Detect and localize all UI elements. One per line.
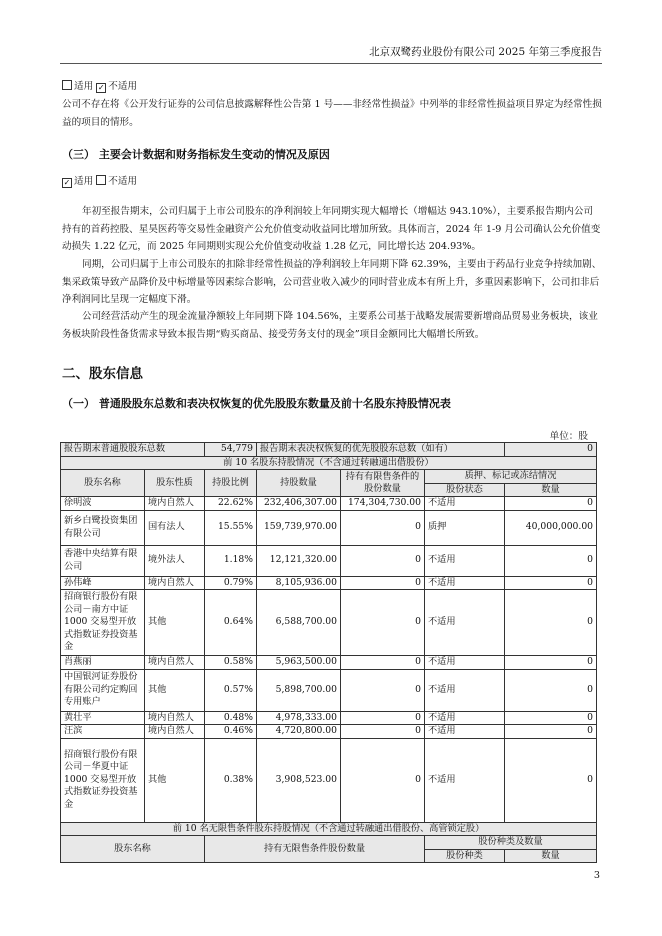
shareholder-nature: 境内自然人 xyxy=(145,711,205,725)
shareholder-ratio: 0.57% xyxy=(205,669,257,711)
shareholder-qty: 3,908,523.00 xyxy=(257,738,341,822)
applicable-option: 适用 xyxy=(74,81,94,92)
shareholder-qty: 8,105,936.00 xyxy=(257,576,341,590)
shareholder-name: 徐明波 xyxy=(61,497,145,511)
shareholder-restricted: 0 xyxy=(341,590,425,656)
share-state: 不适用 xyxy=(425,590,505,656)
share-state: 不适用 xyxy=(425,576,505,590)
shareholder-name: 香港中央结算有限公司 xyxy=(61,545,145,576)
unrestricted-header-type: 股份种类 xyxy=(425,849,505,863)
table-row xyxy=(61,576,597,590)
table-row xyxy=(61,656,597,670)
not-applicable-option: 不适用 xyxy=(108,176,138,187)
checkbox-checked-icon[interactable]: ✓ xyxy=(63,178,71,187)
share-amount: 0 xyxy=(505,576,597,590)
shareholder-name: 招商银行股份有限公司－南方中证 1000 交易型开放式指数证券投资基金 xyxy=(61,590,145,656)
header-qty: 持股数量 xyxy=(257,470,341,497)
header-state: 股份状态 xyxy=(425,483,505,497)
shareholder-ratio: 0.46% xyxy=(205,725,257,739)
total-holders-label: 报告期末普通股股东总数 xyxy=(61,443,205,457)
shareholder-restricted: 0 xyxy=(341,656,425,670)
shareholder-qty: 12,121,320.00 xyxy=(257,545,341,576)
shareholder-qty: 5,963,500.00 xyxy=(257,656,341,670)
shareholder-name: 新乡白鹭投资集团有限公司 xyxy=(61,510,145,545)
table-row xyxy=(61,590,597,656)
share-amount: 0 xyxy=(505,725,597,739)
shareholder-restricted: 0 xyxy=(341,669,425,711)
share-amount: 0 xyxy=(505,545,597,576)
shareholder-ratio: 0.79% xyxy=(205,576,257,590)
shareholder-nature: 国有法人 xyxy=(145,510,205,545)
shareholder-qty: 5,898,700.00 xyxy=(257,669,341,711)
share-state: 不适用 xyxy=(425,711,505,725)
shareholder-ratio: 22.62% xyxy=(205,497,257,511)
subsection-title-shareholder-table: （一） 普通股股东总数和表决权恢复的优先股股东数量及前十名股东持股情况表 xyxy=(62,397,451,410)
unrestricted-header-qty: 持有无限售条件股份数量 xyxy=(205,836,425,863)
unrestricted-title: 前 10 名无限售条件股东持股情况（不含通过转融通出借股份、高管锁定股） xyxy=(61,822,597,836)
header-amount: 数量 xyxy=(505,483,597,497)
shareholder-ratio: 0.64% xyxy=(205,590,257,656)
share-state: 不适用 xyxy=(425,497,505,511)
checkbox-unchecked-icon[interactable] xyxy=(62,80,72,90)
checkbox-checked-icon[interactable]: ✓ xyxy=(97,83,105,92)
table-row xyxy=(61,497,597,511)
page-header: 北京双鹭药业股份有限公司 2025 年第三季度报告 xyxy=(60,44,602,64)
top10-title: 前 10 名股东持股情况（不含通过转融通出借股份） xyxy=(61,456,597,470)
deducted-profit-paragraph: 同期，公司归属于上市公司股东的扣除非经常性损益的净利润较上年同期下降 62.39%，主要由于药品行业竞争持续加剧、集采政策导致产品降价及中标增量等因素综合影响，公司营业收入减少的同时营业成本有所上升，多重因素影响下，公司扣非后净利润同比呈现一定幅度下滑。 xyxy=(62,259,602,305)
table-row xyxy=(61,510,597,545)
table-row xyxy=(61,711,597,725)
applicability-1 xyxy=(62,78,602,96)
unrestricted-header-name: 股东名称 xyxy=(61,836,205,863)
share-state: 不适用 xyxy=(425,738,505,822)
header-pledge: 质押、标记或冻结情况 xyxy=(425,470,597,484)
shareholder-nature: 境内自然人 xyxy=(145,725,205,739)
share-state: 不适用 xyxy=(425,669,505,711)
preferred-holders-value: 0 xyxy=(505,443,597,457)
shareholder-restricted: 0 xyxy=(341,576,425,590)
share-amount: 0 xyxy=(505,590,597,656)
shareholder-restricted: 0 xyxy=(341,738,425,822)
unit-label: 单位：股 xyxy=(549,431,588,442)
shareholder-qty: 4,720,800.00 xyxy=(257,725,341,739)
shareholder-restricted: 174,304,730.00 xyxy=(341,497,425,511)
checkbox-unchecked-icon[interactable] xyxy=(96,175,106,185)
shareholder-ratio: 0.38% xyxy=(205,738,257,822)
shareholder-name: 汪滨 xyxy=(61,725,145,739)
shareholder-restricted: 0 xyxy=(341,711,425,725)
table-row xyxy=(61,725,597,739)
net-profit-paragraph: 年初至报告期末，公司归属于上市公司股东的净利润较上年同期实现大幅增长（增幅达 943.10%），主要系报告期内公司持有的首药控股、星昊医药等交易性金融资产公允价值变动收益同比增加所致。具体而言，2024 年 1-9 月公司确认公允价值变动损失 1.22 亿元，而 2025 年同期则实现公允价值变动收益 1.28 亿元，同比增长达 204.93%。 xyxy=(62,206,601,252)
shareholder-name: 中国银河证券股份有限公司约定购回专用账户 xyxy=(61,669,145,711)
table-row xyxy=(61,545,597,576)
shareholder-nature: 其他 xyxy=(145,590,205,656)
shareholder-ratio: 0.48% xyxy=(205,711,257,725)
section-title-shareholders: 二、股东信息 xyxy=(62,366,143,382)
shareholder-qty: 4,978,333.00 xyxy=(257,711,341,725)
share-state: 不适用 xyxy=(425,725,505,739)
page-number: 3 xyxy=(593,870,600,881)
shareholder-nature: 其他 xyxy=(145,669,205,711)
share-amount: 0 xyxy=(505,669,597,711)
not-applicable-option: 不适用 xyxy=(108,81,138,92)
share-amount: 0 xyxy=(505,656,597,670)
shareholder-restricted: 0 xyxy=(341,510,425,545)
unrestricted-header-amount: 数量 xyxy=(505,849,597,863)
shareholder-nature: 境内自然人 xyxy=(145,497,205,511)
share-state: 质押 xyxy=(425,510,505,545)
shareholder-nature: 境内自然人 xyxy=(145,656,205,670)
shareholder-nature: 境内自然人 xyxy=(145,576,205,590)
shareholder-table xyxy=(60,442,597,863)
shareholder-name: 孙伟峰 xyxy=(61,576,145,590)
section-title-key-data-changes: （三） 主要会计数据和财务指标发生变动的情况及原因 xyxy=(62,148,330,161)
shareholder-qty: 159,739,970.00 xyxy=(257,510,341,545)
table-row xyxy=(61,738,597,822)
non-recurring-statement: 公司不存在将《公开发行证券的公司信息披露解释性公告第 1 号——非经常性损益》中列举的非经常性损益项目界定为经常性损益的项目的情形。 xyxy=(62,99,602,128)
header-name: 股东名称 xyxy=(61,470,145,497)
applicable-option: 适用 xyxy=(74,176,94,187)
header-restricted: 持有有限售条件的股份数量 xyxy=(341,470,425,497)
shareholder-qty: 232,406,307.00 xyxy=(257,497,341,511)
unrestricted-header-type-group: 股份种类及数量 xyxy=(425,836,597,850)
share-amount: 40,000,000.00 xyxy=(505,510,597,545)
header-nature: 股东性质 xyxy=(145,470,205,497)
shareholder-restricted: 0 xyxy=(341,545,425,576)
share-state: 不适用 xyxy=(425,656,505,670)
header-ratio: 持股比例 xyxy=(205,470,257,497)
shareholder-restricted: 0 xyxy=(341,725,425,739)
share-amount: 0 xyxy=(505,711,597,725)
share-amount: 0 xyxy=(505,738,597,822)
summary-row xyxy=(61,443,597,457)
shareholder-nature: 境外法人 xyxy=(145,545,205,576)
applicability-2 xyxy=(62,173,602,191)
table-row xyxy=(61,669,597,711)
shareholder-name: 招商银行股份有限公司－华夏中证 1000 交易型开放式指数证券投资基金 xyxy=(61,738,145,822)
total-holders-value: 54,779 xyxy=(205,443,257,457)
shareholder-name: 黄壮平 xyxy=(61,711,145,725)
shareholder-ratio: 1.18% xyxy=(205,545,257,576)
share-amount: 0 xyxy=(505,497,597,511)
cash-flow-paragraph: 公司经营活动产生的现金流量净额较上年同期下降 104.56%，主要系公司基于战略发展需要新增商品贸易业务板块，该业务板块阶段性备货需求导致本报告期“购买商品、接受劳务支付的现金”项目金额同比大幅增长所致。 xyxy=(62,311,598,340)
shareholder-qty: 6,588,700.00 xyxy=(257,590,341,656)
shareholder-name: 肖燕丽 xyxy=(61,656,145,670)
preferred-holders-label: 报告期末表决权恢复的优先股股东总数（如有） xyxy=(257,443,505,457)
share-state: 不适用 xyxy=(425,545,505,576)
shareholder-ratio: 0.58% xyxy=(205,656,257,670)
shareholder-ratio: 15.55% xyxy=(205,510,257,545)
shareholder-nature: 其他 xyxy=(145,738,205,822)
